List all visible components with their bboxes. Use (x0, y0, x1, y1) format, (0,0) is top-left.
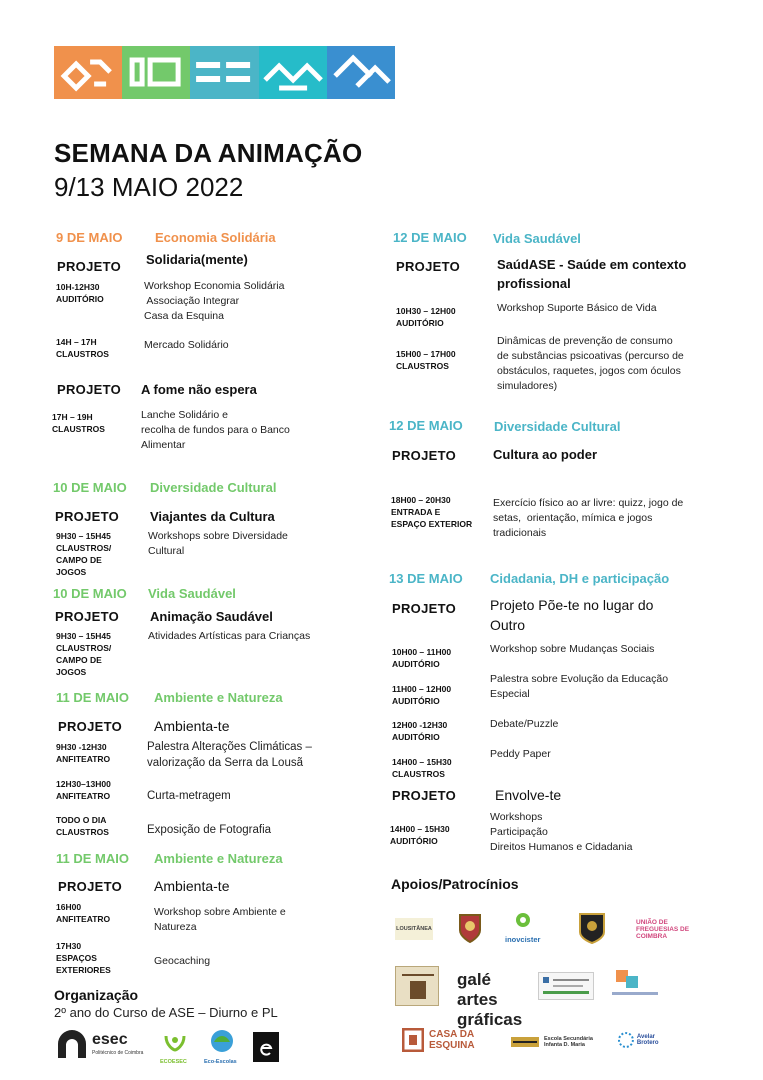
activity-desc: Workshop Suporte Básico de Vida (497, 302, 657, 314)
time-location: 14H00 – 15H30 AUDITÓRIO (390, 824, 450, 846)
activity-desc: Palestra Alterações Climáticas – valorização da Serra da Lousã (147, 741, 312, 769)
banner-tile-3 (190, 46, 258, 99)
project-label: PROJETO (396, 259, 460, 274)
activity-desc: Workshop sobre Mudanças Sociais (490, 643, 655, 655)
theme-label: Economia Solidária (155, 230, 276, 245)
sponsor-logo-lousitanea: LOUSITÂNEA (395, 918, 433, 940)
time-location: 10H30 – 12H00 AUDITÓRIO (396, 306, 456, 328)
activity-desc: Workshops sobre Diversidade Cultural (148, 530, 288, 557)
activity-desc: Exposição de Fotografia (147, 824, 272, 836)
sponsor-gale: galé artes gráficas (457, 970, 523, 1029)
project-label: PROJETO (392, 601, 456, 616)
project-name: Animação Saudável (150, 609, 273, 624)
politecnico-text: Politécnico de Coimbra (92, 1050, 144, 1056)
time-location: 16H00 ANFITEATRO (56, 902, 111, 924)
time-location: 17H – 19H CLAUSTROS (52, 412, 105, 434)
sponsor-casa-esquina: CASA DA ESQUINA (402, 1025, 494, 1055)
activity-desc: Palestra sobre Evolução da Educação Especial (490, 673, 669, 700)
day-label: 13 DE MAIO (389, 571, 463, 586)
esec-logo-text: esec (92, 1031, 128, 1048)
project-name: Projeto Põe-te no lugar do Outro (490, 597, 654, 633)
theme-label: Vida Saudável (148, 586, 236, 601)
day-label: 10 DE MAIO (53, 586, 127, 601)
activity-desc: Debate/Puzzle (490, 718, 559, 730)
sponsor-escola-infanta: Escola Secundária Infanta D. Maria (510, 1032, 600, 1052)
project-name: Ambienta-te (154, 878, 230, 894)
time-location: 12H30–13H00 ANFITEATRO (56, 779, 111, 801)
sponsor-avelar-brotero: Avelar Brotero (618, 1027, 678, 1053)
project-name: SaúdASE - Saúde em contexto profissional (497, 257, 687, 291)
activity-desc: Workshops Participação Direitos Humanos e Cidadania (490, 811, 633, 853)
time-location: 10H-12H30 AUDITÓRIO (56, 282, 104, 304)
header-banner (54, 46, 395, 99)
theme-label: Diversidade Cultural (150, 480, 277, 495)
time-location: TODO O DIA CLAUSTROS (56, 815, 109, 837)
time-location: 14H – 17H CLAUSTROS (56, 337, 109, 359)
sponsor-inovcister: inovcister (505, 911, 549, 945)
theme-label: Ambiente e Natureza (154, 851, 283, 866)
banner-tile-1 (54, 46, 122, 99)
project-name: Viajantes da Cultura (150, 509, 275, 524)
day-label: 9 DE MAIO (56, 230, 123, 245)
sponsor-uniao-freguesias: UNIÃO DE FREGUESIAS DE COIMBRA (636, 919, 690, 940)
activity-desc: Dinâmicas de prevenção de consumo de substâncias psicoativas (percurso de obstáculos, raquetes, jogos com óculos simuladores) (497, 335, 684, 392)
sponsor-agrupamento-icon (538, 972, 594, 1000)
time-location: 10H00 – 11H00 AUDITÓRIO (392, 647, 452, 669)
project-name: Envolve-te (495, 787, 562, 803)
project-label: PROJETO (392, 788, 456, 803)
activity-desc: Lanche Solidário e recolha de fundos para o Banco Alimentar (141, 409, 290, 451)
project-name: Solidaria(mente) (146, 252, 248, 267)
time-location: 15H00 – 17H00 CLAUSTROS (396, 349, 456, 371)
day-label: 10 DE MAIO (53, 480, 127, 495)
theme-label: Vida Saudável (493, 231, 581, 246)
project-label: PROJETO (58, 719, 122, 734)
page-title: SEMANA DA ANIMAÇÃO (54, 138, 363, 168)
activity-desc: Exercício físico ao ar livre: quizz, jogo de setas, orientação, mímica e jogos tradicionais (493, 497, 684, 539)
theme-label: Cidadania, DH e participação (490, 571, 670, 586)
esec-logo-icon (56, 1030, 88, 1058)
day-label: 12 DE MAIO (389, 418, 463, 433)
eco-escolas-logo: Eco-Escolas (204, 1028, 240, 1062)
time-location: 18H00 – 20H30 ENTRADA E ESPAÇO EXTERIOR (391, 495, 473, 529)
project-label: PROJETO (55, 609, 119, 624)
sponsor-blocks-icon (608, 966, 664, 998)
activity-desc: Workshop sobre Ambiente e Natureza (154, 906, 286, 933)
activity-desc: Mercado Solidário (144, 339, 229, 351)
day-label: 12 DE MAIO (393, 230, 467, 245)
project-label: PROJETO (392, 448, 456, 463)
banner-tile-5 (327, 46, 395, 99)
activity-desc: Peddy Paper (490, 748, 551, 760)
ecoesec-logo: ECOESEC (160, 1032, 190, 1062)
time-location: 14H00 – 15H30 CLAUSTROS (392, 757, 452, 779)
project-label: PROJETO (57, 382, 121, 397)
day-label: 11 DE MAIO (56, 690, 129, 705)
organization-text: 2º ano do Curso de ASE – Diurno e PL (54, 1005, 278, 1020)
page-dates: 9/13 MAIO 2022 (54, 172, 244, 202)
sponsor-crest-icon (458, 912, 482, 944)
time-location: 9H30 -12H30 ANFITEATRO (56, 742, 111, 764)
project-label: PROJETO (55, 509, 119, 524)
time-location: 9H30 – 15H45 CLAUSTROS/ CAMPO DE JOGOS (56, 531, 112, 577)
sponsor-badge-icon (577, 912, 607, 944)
theme-label: Diversidade Cultural (494, 419, 621, 434)
time-location: 17H30 ESPAÇOS EXTERIORES (56, 941, 111, 975)
time-location: 9H30 – 15H45 CLAUSTROS/ CAMPO DE JOGOS (56, 631, 112, 677)
time-location: 11H00 – 12H00 AUDITÓRIO (392, 684, 452, 706)
e-logo-icon (253, 1032, 279, 1062)
sponsors-title: Apoios/Patrocínios (391, 876, 519, 892)
activity-desc: Curta-metragem (147, 790, 231, 802)
project-label: PROJETO (57, 259, 121, 274)
time-location: 12H00 -12H30 AUDITÓRIO (392, 720, 448, 742)
day-label: 11 DE MAIO (56, 851, 129, 866)
project-name: Cultura ao poder (493, 447, 598, 462)
organization-title: Organização (54, 987, 139, 1003)
project-label: PROJETO (58, 879, 122, 894)
activity-desc: Geocaching (154, 955, 211, 967)
project-name: A fome não espera (141, 382, 257, 397)
activity-desc: Workshop Economia Solidária Associação Integrar Casa da Esquina (144, 280, 285, 322)
project-name: Ambienta-te (154, 718, 230, 734)
banner-tile-2 (122, 46, 190, 99)
banner-tile-4 (259, 46, 327, 99)
theme-label: Ambiente e Natureza (154, 690, 283, 705)
sponsor-papelaria-icon (395, 966, 439, 1006)
activity-desc: Atividades Artísticas para Crianças (148, 630, 311, 642)
